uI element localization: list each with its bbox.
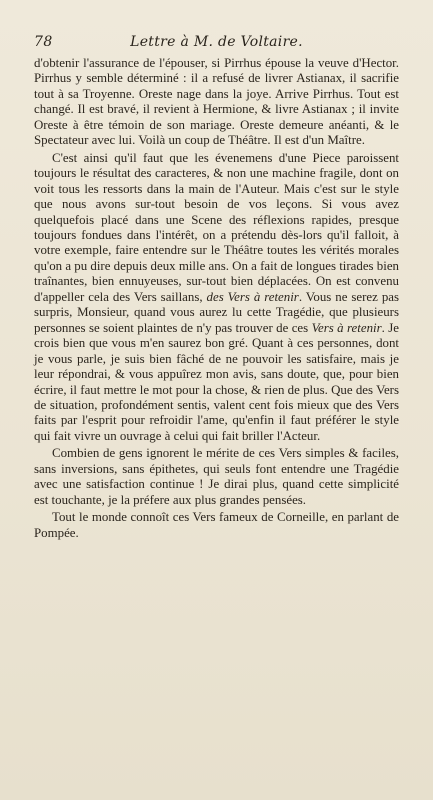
running-head xyxy=(34,34,399,54)
body-text xyxy=(34,56,399,541)
text-run: . Vous ne serez pas surpris, Monsieur, quand vous aurez lu cette Tragédie, que plusieurs personnes se soient plaintes de n'y pas trouver de ces xyxy=(34,289,399,335)
running-title: Lettre à M. de Voltaire. xyxy=(130,34,303,50)
paragraph-p4 xyxy=(34,510,399,541)
paragraph-p3 xyxy=(34,446,399,508)
paragraph-p1 xyxy=(34,56,399,149)
italic-phrase: des Vers à retenir xyxy=(206,289,299,304)
text-run: d'obtenir l'assurance de l'épouser, si Pirrhus épouse la veuve d'Hector. Pirrhus y semble déterminé : il a refusé de livrer Astianax, il sacrifie tout à sa Troyenne. Oreste nage dans la joye. Arrive Pirrhus. Tout est changé. Il est bravé, il revient à Hermione, & livre Astianax ; il invite Oreste à être témoin de son mariage. Oreste demeure anéanti, & le Spectateur avec lui. Voilà un coup de Théâtre. Il est d'un Maître. xyxy=(34,56,399,148)
text-run: C'est ainsi qu'il faut que les évenemens d'une Piece paroissent toujours le résultat des caracteres, & non une machine fragile, dont on voit tous les ressorts dans la main de l'Auteur. Mais c'est sur le style que nous avons sur-tout besoin de vos leçons. Si vous avez quelquefois placé dans une Scene des réflexions rapides, presque toujours fondues dans l'intérêt, on a prétendu dès-lors qu'il falloit, à votre exemple, faire entendre sur le Théâtre toutes les vérités morales qu'on a pu dire depuis deux mille ans. On a fait de longues tirades bien traînantes, bien ennuyeuses, sur-tout bien déplacées. On est convenu d'appeller cela des Vers saillans, xyxy=(34,150,399,304)
paragraph-p2 xyxy=(34,151,399,445)
page-number: 78 xyxy=(34,34,53,50)
text-run: Combien de gens ignorent le mérite de ces Vers simples & faciles, sans inversions, sans épithetes, qui seuls font entendre une Tragédie avec une satisfaction continue ! Je dirai plus, quand cette simplicité est touchante, je la préfere aux plus grandes pensées. xyxy=(34,446,399,507)
text-run: Tout le monde connoît ces Vers fameux de Corneille, en parlant de Pompée. xyxy=(34,510,399,540)
italic-phrase: Vers à retenir xyxy=(311,320,382,335)
text-run: . Je crois bien que vous m'en saurez bon gré. Quant à ces personnes, dont je vous parle, je suis bien fâché de ne pouvoir les satisfaire, mais je leur répondrai, & vous appuîrez mon avis, sans doute, que, pour bien écrire, il faut mettre le mot pour la chose, & rien de plus. Que des Vers de situation, profondément sentis, valent cent fois mieux que des Vers faits par l'esprit pour refroidir l'ame, qu'enfin il faut préférer le style qui fait vivre un ouvrage à celui qui fait briller l'Acteur. xyxy=(34,320,399,443)
